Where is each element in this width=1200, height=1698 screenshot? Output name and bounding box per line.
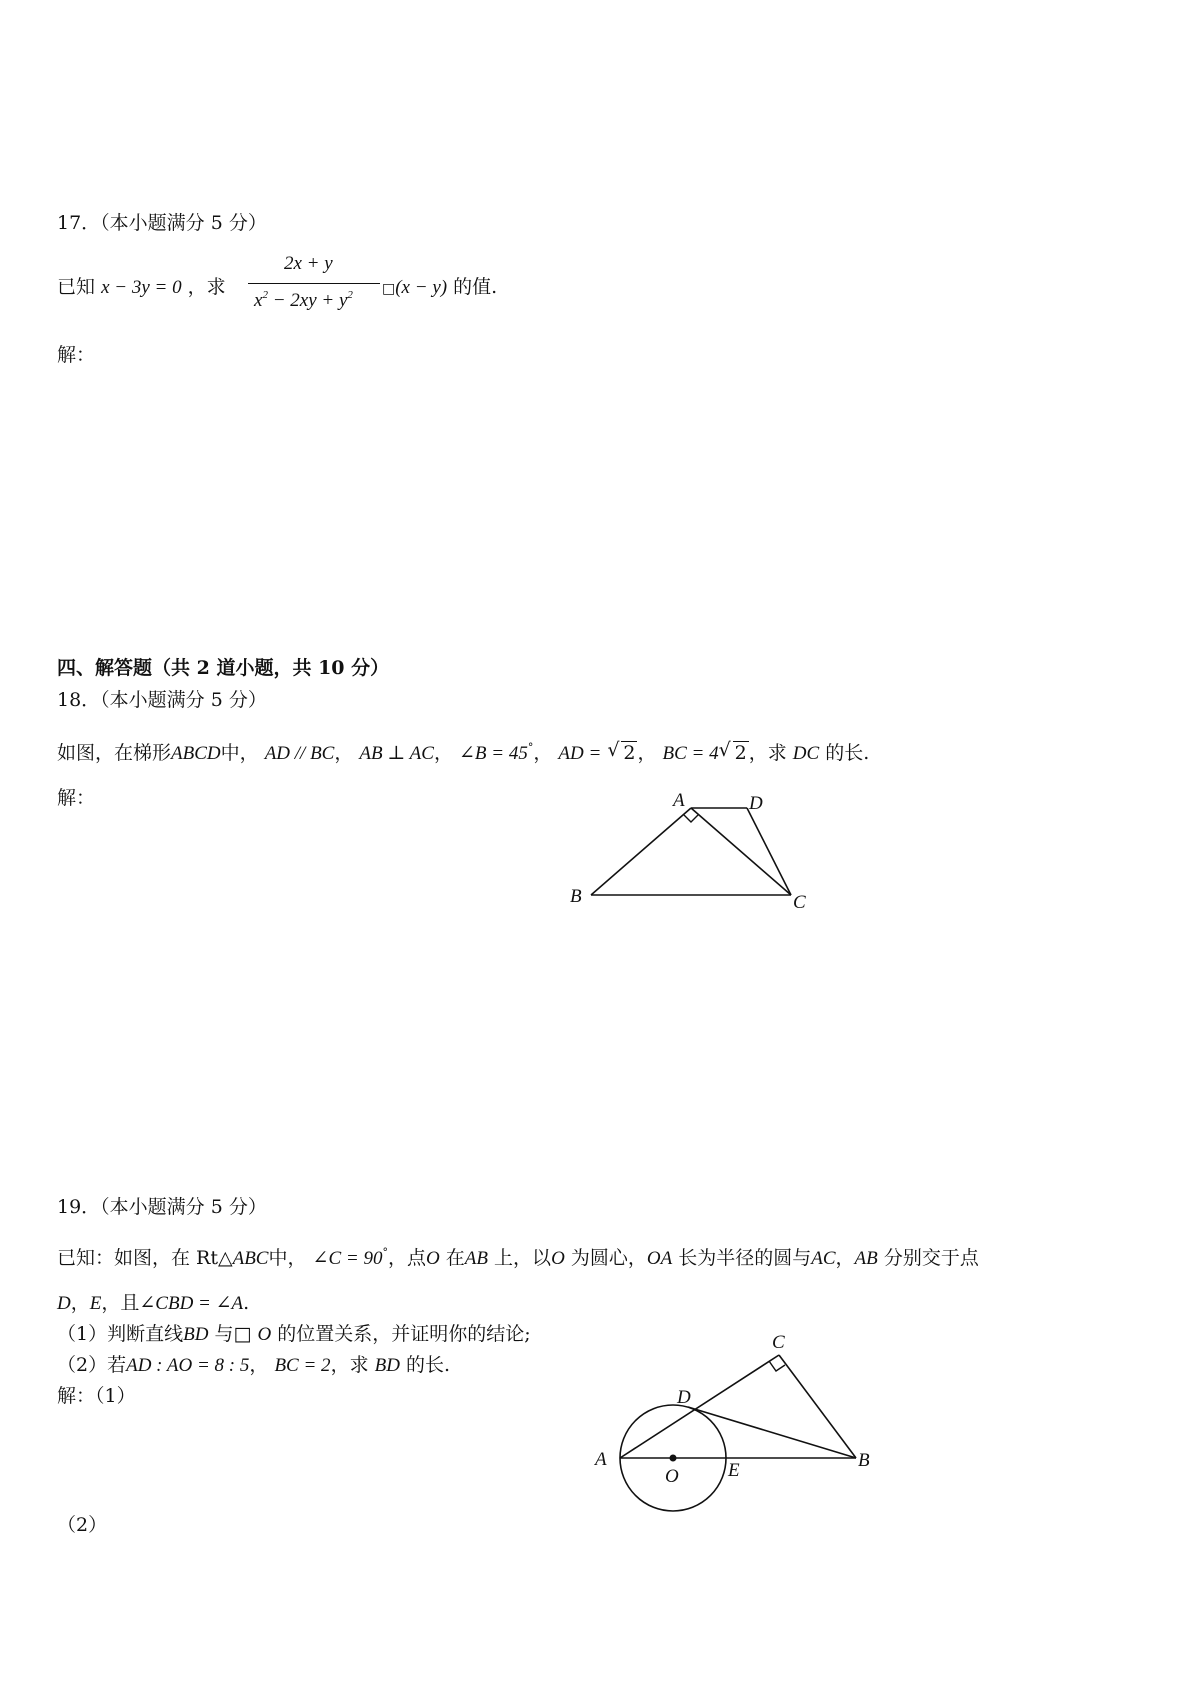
label-o: O bbox=[665, 1466, 679, 1487]
q19-l2b: ， bbox=[70, 1292, 90, 1314]
q19-answer-2: （2） bbox=[57, 1514, 108, 1536]
q18-t2: 中， bbox=[220, 742, 259, 764]
q18-bc-val: 2 bbox=[734, 742, 747, 764]
q17-condition: x − 3y = 0 bbox=[101, 277, 182, 298]
q17-numerator: 2x + y bbox=[284, 253, 333, 274]
q18-ad-eq: AD = bbox=[558, 743, 602, 764]
q18-bc-sqrt bbox=[718, 739, 749, 764]
q19-l1n: AC bbox=[811, 1248, 836, 1269]
q19-circle-figure bbox=[580, 1320, 880, 1520]
q19-answer-1: 解：（1） bbox=[57, 1385, 136, 1407]
q19-line2 bbox=[57, 1288, 249, 1315]
label-a: A bbox=[673, 790, 685, 811]
q19-deg: ° bbox=[382, 1246, 388, 1259]
section4-heading: 四、解答题（共 2 道小题，共 10 分） bbox=[57, 657, 390, 679]
q19-l2a: D bbox=[57, 1293, 71, 1314]
q18-abcd: ABCD bbox=[171, 743, 221, 764]
label-c: C bbox=[793, 892, 806, 913]
q17-denominator bbox=[254, 289, 353, 312]
q18-deg: ° bbox=[527, 741, 534, 754]
q19-l1i: 上，以 bbox=[494, 1247, 552, 1269]
q19-line1 bbox=[57, 1243, 979, 1270]
q19-l2d: ，且 bbox=[101, 1292, 140, 1314]
q18-perp: AB ⊥ AC bbox=[359, 743, 434, 764]
q18-ad-sqrt bbox=[607, 739, 637, 764]
q19-p2b: AD : AO = 8 : 5 bbox=[126, 1355, 250, 1376]
q19-l1d: ∠C = 90 bbox=[312, 1248, 383, 1269]
q17-suffix: 的值. bbox=[453, 276, 498, 298]
label-e: E bbox=[728, 1460, 740, 1481]
q17-factor: (x − y) bbox=[395, 277, 448, 298]
q18-answer: 解： bbox=[57, 787, 96, 809]
q19-part1 bbox=[57, 1319, 531, 1346]
q17-comma: ，求 bbox=[187, 276, 226, 298]
q17-heading: 17．（本小题满分 5 分） bbox=[57, 212, 267, 234]
q19-l1j: O bbox=[551, 1248, 565, 1269]
q18-trapezoid-figure bbox=[560, 780, 820, 920]
label-c: C bbox=[772, 1332, 785, 1353]
sqrt-icon: √ bbox=[607, 739, 620, 761]
right-angle-mark bbox=[769, 1361, 785, 1371]
label-d: D bbox=[677, 1387, 691, 1408]
q18-t8: 的长. bbox=[825, 742, 870, 764]
q19-l2f: . bbox=[243, 1292, 250, 1314]
q19-l1g: 在 bbox=[445, 1247, 465, 1269]
q19-l1l: OA bbox=[646, 1248, 673, 1269]
q18-statement bbox=[57, 738, 869, 765]
q17-box: □ bbox=[382, 281, 396, 297]
q19-p1c: 与□ bbox=[214, 1323, 252, 1345]
q17-answer: 解： bbox=[57, 344, 96, 366]
segment-ab bbox=[591, 808, 691, 895]
q19-heading: 19．（本小题满分 5 分） bbox=[57, 1196, 267, 1218]
q19-p1a: （1）判断直线 bbox=[57, 1323, 184, 1345]
label-d: D bbox=[749, 793, 763, 814]
q19-p2g: 的长. bbox=[406, 1354, 451, 1376]
q18-t7: ，求 bbox=[748, 742, 787, 764]
q18-t6: ， bbox=[637, 742, 657, 764]
q19-l1c: 中， bbox=[268, 1247, 307, 1269]
q19-l2c: E bbox=[89, 1293, 102, 1314]
sqrt-icon: √ bbox=[718, 739, 731, 761]
q19-p2c: ， bbox=[249, 1354, 269, 1376]
q19-l1p: AB bbox=[854, 1248, 878, 1269]
q19-part2 bbox=[57, 1350, 450, 1377]
q19-l1a: 已知：如图，在 Rt△ bbox=[57, 1247, 233, 1269]
q18-t4: ， bbox=[433, 742, 453, 764]
label-a: A bbox=[595, 1449, 607, 1470]
q19-l1m: 长为半径的圆与 bbox=[678, 1247, 812, 1269]
q19-l1o: ， bbox=[835, 1247, 855, 1269]
q19-l2e: ∠CBD = ∠A bbox=[139, 1293, 244, 1314]
q18-angle: ∠B = 45 bbox=[459, 743, 528, 764]
label-b: B bbox=[858, 1450, 870, 1471]
q17-den-mid: − 2xy + y bbox=[272, 290, 348, 311]
q18-t5: ， bbox=[533, 742, 553, 764]
q18-dc: DC bbox=[792, 743, 820, 764]
q19-l1f: O bbox=[425, 1248, 440, 1269]
q17-den-x: x bbox=[254, 290, 263, 311]
q18-parallel: AD // BC bbox=[264, 743, 335, 764]
q18-t3: ， bbox=[334, 742, 354, 764]
label-b: B bbox=[570, 886, 582, 907]
q17-tail bbox=[382, 272, 497, 299]
q19-l1h: AB bbox=[464, 1248, 488, 1269]
q19-p1d: O bbox=[257, 1324, 272, 1345]
q19-p2e: ，求 bbox=[330, 1354, 369, 1376]
q17-fraction-bar bbox=[248, 283, 380, 284]
q19-l1q: 分别交于点 bbox=[883, 1247, 979, 1269]
q19-p2d: BC = 2 bbox=[274, 1355, 331, 1376]
q19-l1e: ，点 bbox=[387, 1247, 426, 1269]
q17-prefix: 已知 bbox=[57, 276, 96, 298]
segment-ac bbox=[691, 808, 791, 895]
q18-t1: 如图，在梯形 bbox=[57, 742, 172, 764]
q19-p1b: BD bbox=[183, 1324, 209, 1345]
segment-ac bbox=[620, 1355, 779, 1458]
right-angle-mark bbox=[684, 815, 698, 822]
q19-p1e: 的位置关系，并证明你的结论; bbox=[277, 1323, 531, 1345]
center-point bbox=[670, 1455, 677, 1462]
q18-ad-val: 2 bbox=[623, 742, 636, 764]
q17-den-exp2: 2 bbox=[347, 289, 353, 301]
q19-p2f: BD bbox=[374, 1355, 400, 1376]
q19-l1k: 为圆心， bbox=[570, 1247, 647, 1269]
q18-bc-eq: BC = 4 bbox=[662, 743, 719, 764]
q17-den-exp1: 2 bbox=[262, 289, 268, 301]
segment-dc bbox=[747, 808, 791, 895]
q19-l1b: ABC bbox=[232, 1248, 269, 1269]
q17-statement bbox=[57, 272, 226, 299]
q18-heading: 18．（本小题满分 5 分） bbox=[57, 689, 267, 711]
segment-db bbox=[688, 1407, 856, 1458]
segment-cb bbox=[779, 1355, 856, 1458]
q19-p2a: （2）若 bbox=[57, 1354, 127, 1376]
